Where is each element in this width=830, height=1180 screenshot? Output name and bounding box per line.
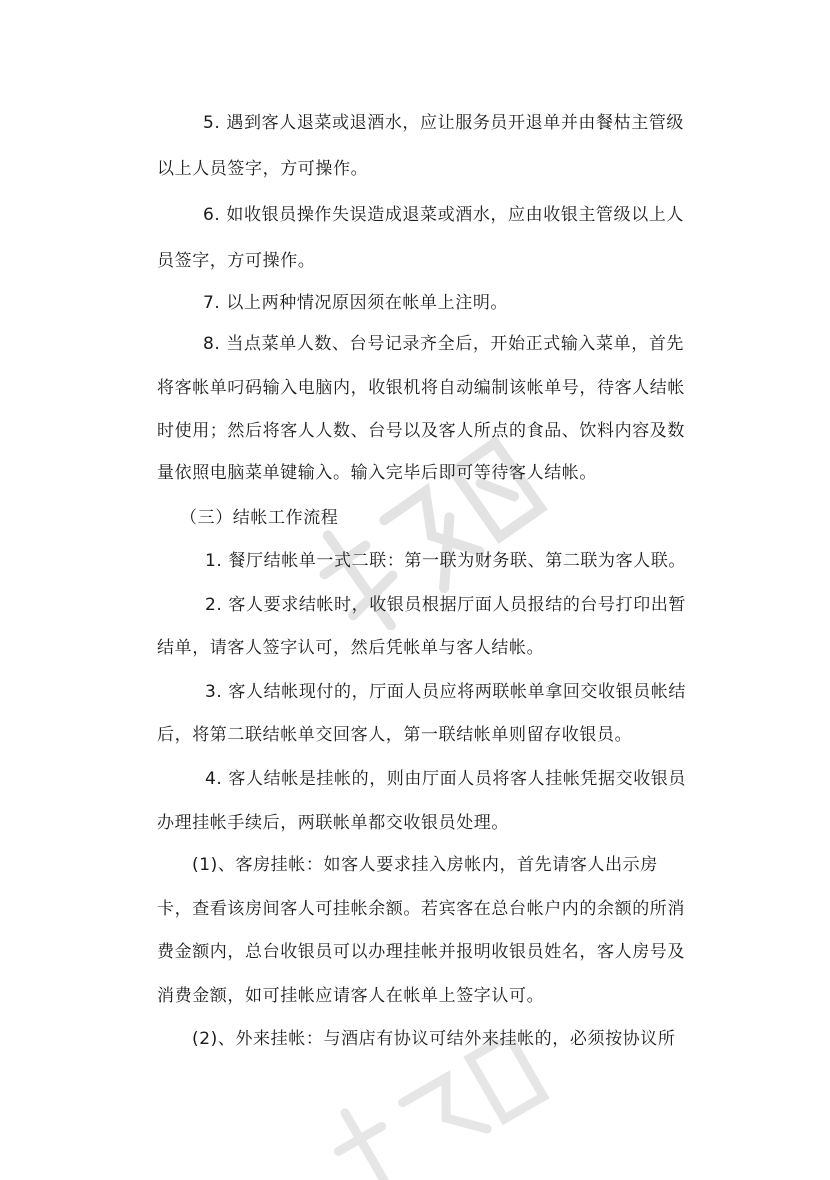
paragraph-line: 6. 如收银员操作失误造成退菜或酒水，应由收银主管级以上人 [203,205,685,225]
paragraph-line: 5. 遇到客人退菜或退酒水，应让服务员开退单并由餐枯主管级 [203,113,685,133]
paragraph-line: (1)、客房挂帐：如客人要求挂入房帐内，首先请客人出示房 [192,855,658,875]
watermark-stamp-icon-lower [300,1040,560,1180]
paragraph-line: 将客帐单叼码输入电脑内，收银机将自动编制该帐单号，待客人结帐 [157,378,685,398]
paragraph-line: 卡，查看该房间客人可挂帐余额。若宾客在总台帐户内的余额的所消 [157,899,685,919]
paragraph-line: 量依照电脑菜单键输入。输入完毕后即可等待客人结帐。 [157,463,597,483]
paragraph-line: 7. 以上两种情况原因须在帐单上注明。 [203,293,509,313]
paragraph-line: 结单，请客人签字认可，然后凭帐单与客人结帐。 [157,638,545,658]
paragraph-line: 8. 当点菜单人数、台号记录齐全后，开始正式输入菜单，首先 [203,334,685,354]
paragraph-line: 3. 客人结帐现付的，厅面人员应将两联帐单拿回交收银员帐结 [205,682,687,702]
paragraph-line: 1. 餐厅结帐单一式二联：第一联为财务联、第二联为客人联。 [205,551,687,571]
paragraph-line: 员签字，方可操作。 [157,251,316,271]
paragraph-line: 办理挂帐手续后，两联帐单都交收银员处理。 [157,813,509,833]
paragraph-line: 4. 客人结帐是挂帐的，则由厅面人员将客人挂帐凭据交收银员 [205,769,687,789]
paragraph-line: 时使用；然后将客人人数、台号以及客人所点的食品、饮料内容及数 [157,421,685,441]
section-heading-text: （三）结帐工作流程 [180,508,339,528]
paragraph-line: 消费金额，如可挂帐应请客人在帐单上签字认可。 [157,986,545,1006]
paragraph-line: (2)、外来挂帐：与酒店有协议可结外来挂帐的，必须按协议所 [192,1029,676,1049]
paragraph-line: 2. 客人要求结帐时，收银员根据厅面人员报结的台号打印出暂 [205,595,687,615]
paragraph-line: 费金额内，总台收银员可以办理挂帐并报明收银员姓名，客人房号及 [157,942,685,962]
paragraph-line: 后，将第二联结帐单交回客人，第一联结帐单则留存收银员。 [157,725,633,745]
paragraph-line: 以上人员签字，方可操作。 [157,159,369,179]
